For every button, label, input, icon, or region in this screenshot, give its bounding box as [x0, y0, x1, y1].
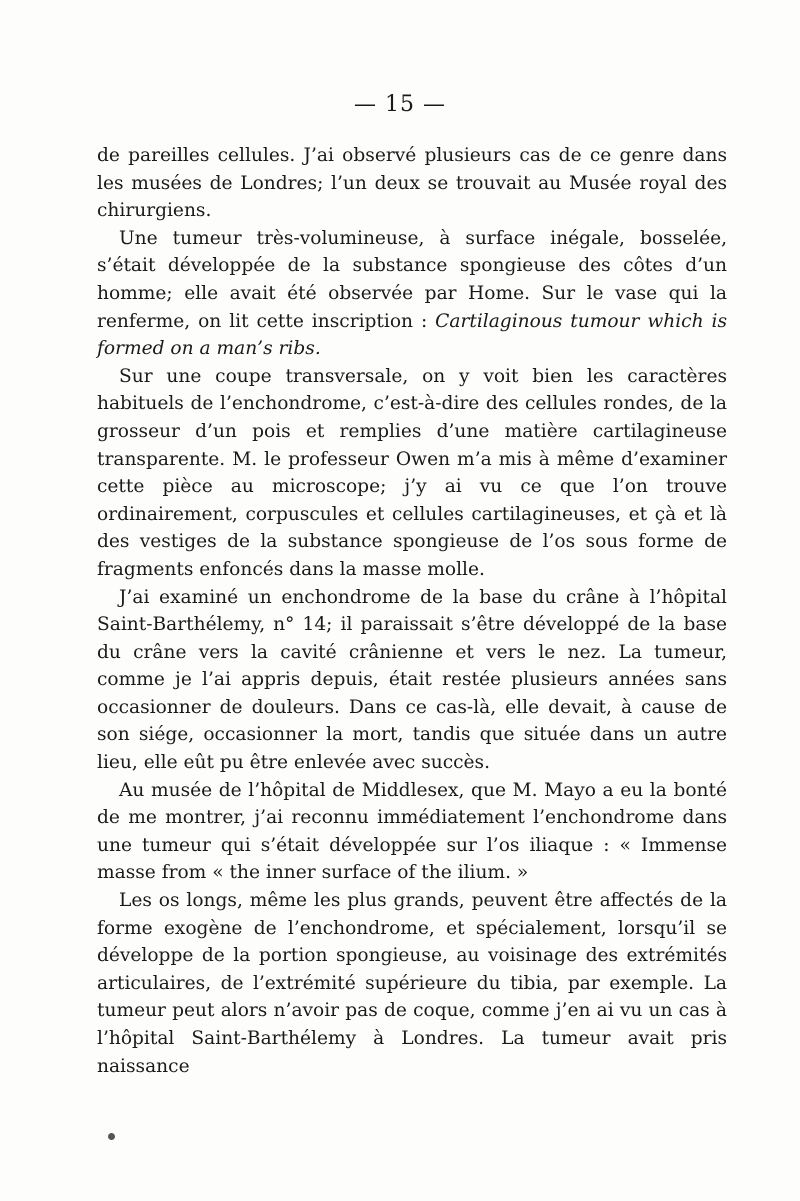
- paragraph-3: [97, 363, 727, 584]
- paragraph-text: Les os longs, même les plus grands, peuvent être affectés de la forme exogène de l’enchondrome, et spécialement, lorsqu’il se développe de la portion spongieuse, au voisinage des extrémités articulaires, de l’extrémité supérieure du tibia, par exemple. La tumeur peut alors n’avoir pas de coque, comme j’en ai vu un cas à l’hôpital Saint-Barthélemy à Londres. La tumeur avait pris naissance: [97, 890, 727, 1077]
- ink-spot: [108, 1133, 115, 1140]
- paragraph-2: [97, 225, 727, 363]
- paragraph-4: [97, 584, 727, 777]
- paragraph-text: Une tumeur très-volumineuse, à surface inégale, bosselée, s’était développée de la substance spongieuse des côtes d’un homme; elle avait été observée par Home. Sur le vase qui la renferme, on lit cette inscription :: [97, 227, 727, 332]
- paragraph-6: [97, 887, 727, 1080]
- paragraph-text: J’ai examiné un enchondrome de la base du crâne à l’hôpital Saint-Barthélemy, n° 14; il paraissait s’être développé de la base du crâne vers la cavité crânienne et vers le nez. La tumeur, comme je l’ai appris depuis, était restée plusieurs années sans occasionner de douleurs. Dans ce cas-là, elle devait, à cause de son siége, occasionner la mort, tandis que située dans un autre lieu, elle eût pu être enlevée avec succès.: [97, 586, 727, 774]
- paragraph-text: de pareilles cellules. J’ai observé plusieurs cas de ce genre dans les musées de Londres; l’un deux se trouvait au Musée royal des chirurgiens.: [97, 145, 727, 222]
- inscription-italic: Cartilaginous tumour which is formed on a man’s ribs.: [97, 310, 727, 360]
- paragraph-text: Sur une coupe transversale, on y voit bien les caractères habituels de l’enchondrome, c’est-à-dire des cellules rondes, de la grosseur d’un pois et remplies d’une matière cartilagineuse transparente. M. le professeur Owen m’a mis à même d’examiner cette pièce au microscope; j’y ai vu ce que l’on trouve ordinairement, corpuscules et cellules cartilagineuses, et çà et là des vestiges de la substance spongieuse de l’os sous forme de fragments enfoncés dans la masse molle.: [97, 365, 727, 580]
- body-text: [97, 142, 727, 1080]
- paragraph-1: [97, 142, 727, 225]
- paragraph-text: Au musée de l’hôpital de Middlesex, que M. Mayo a eu la bonté de me montrer, j’ai reconnu immédiatement l’enchondrome dans une tumeur qui s’était développée sur l’os iliaque : « Immense masse from « the inner surface of the ilium. »: [97, 779, 727, 884]
- page-number: — 15 —: [354, 92, 446, 117]
- paragraph-5: [97, 777, 727, 887]
